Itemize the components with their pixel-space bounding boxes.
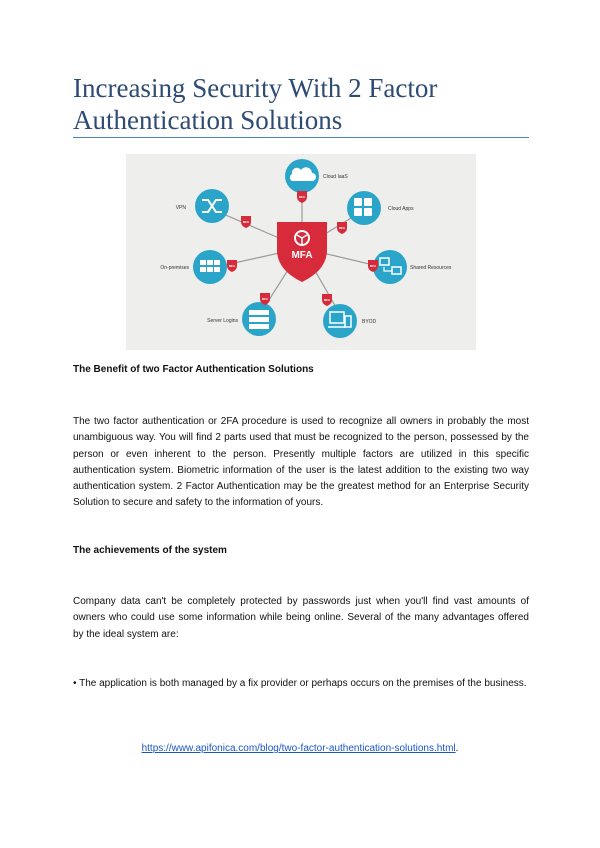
cloud-apps-label: Cloud Apps [388,206,414,212]
app-grid-icon [354,198,362,206]
mfa-badge-3 [241,216,251,228]
cloud-apps-node [347,191,381,225]
mfa-badge-7 [322,294,332,306]
byod-node [323,304,357,338]
on-premises-node [193,250,227,284]
shared-resources-node [373,250,407,284]
source-link[interactable]: https://www.apifonica.com/blog/two-factor-authentication-solutions.html [141,743,456,754]
benefit-heading: The Benefit of two Factor Authentication Solutions [73,364,314,375]
mfa-shield-icon [277,222,327,282]
vpn-node [195,189,229,223]
mfa-diagram [126,154,476,350]
mfa-badge-4 [227,260,237,272]
shared-resources-label: Shared Resources [410,265,452,271]
mfa-badge-1 [297,191,307,203]
svg-text:MFA: MFA [228,264,236,268]
svg-text:MFA: MFA [369,264,377,268]
mfa-center-label: MFA [291,250,313,261]
cloud-iaas-label: Cloud IaaS [323,174,348,180]
title-divider [73,137,529,138]
svg-text:MFA: MFA [261,297,269,301]
svg-text:MFA: MFA [323,298,331,302]
mfa-badge-2 [337,222,347,234]
achievements-paragraph: Company data can't be completely protected by passwords just when you'll find vast amounts of owners who could use some information while being online. Several of the many advantages offered by the ideal system are: [73,596,529,640]
link-period: . [455,743,459,754]
byod-label: BYOD [362,319,377,325]
svg-text:MFA: MFA [338,226,346,230]
server-logins-node [242,302,276,336]
page-title: Increasing Security With 2 Factor Authentication Solutions [73,73,438,135]
svg-text:MFA: MFA [298,195,306,199]
server-logins-label: Server Logins [207,318,238,324]
server-icon [249,310,269,315]
mfa-diagram-svg [126,154,476,350]
svg-text:MFA: MFA [242,220,250,224]
on-premises-label: On-premises [160,265,189,271]
bullet-item: • The application is both managed by a fix provider or perhaps occurs on the premises of the business. [73,678,527,689]
building-icon [200,260,206,265]
benefit-paragraph: The two factor authentication or 2FA procedure is used to recognize all owners in probably the most unambiguous way. You will find 2 parts used that must be recognized to the person, possessed by the person or even inherent to the person. Presently multiple factors are utilized in this specific authentication system. Biometric information of the user is the latest addition to the existing two way authentication system. 2 Factor Authentication may be the greatest method for an Enterprise Security Solution to secure and safety to the information of yours. [73,416,529,509]
vpn-label: VPN [175,205,186,211]
achievements-heading: The achievements of the system [73,545,227,556]
cloud-iaas-node [285,159,319,193]
source-link-line [0,743,600,754]
